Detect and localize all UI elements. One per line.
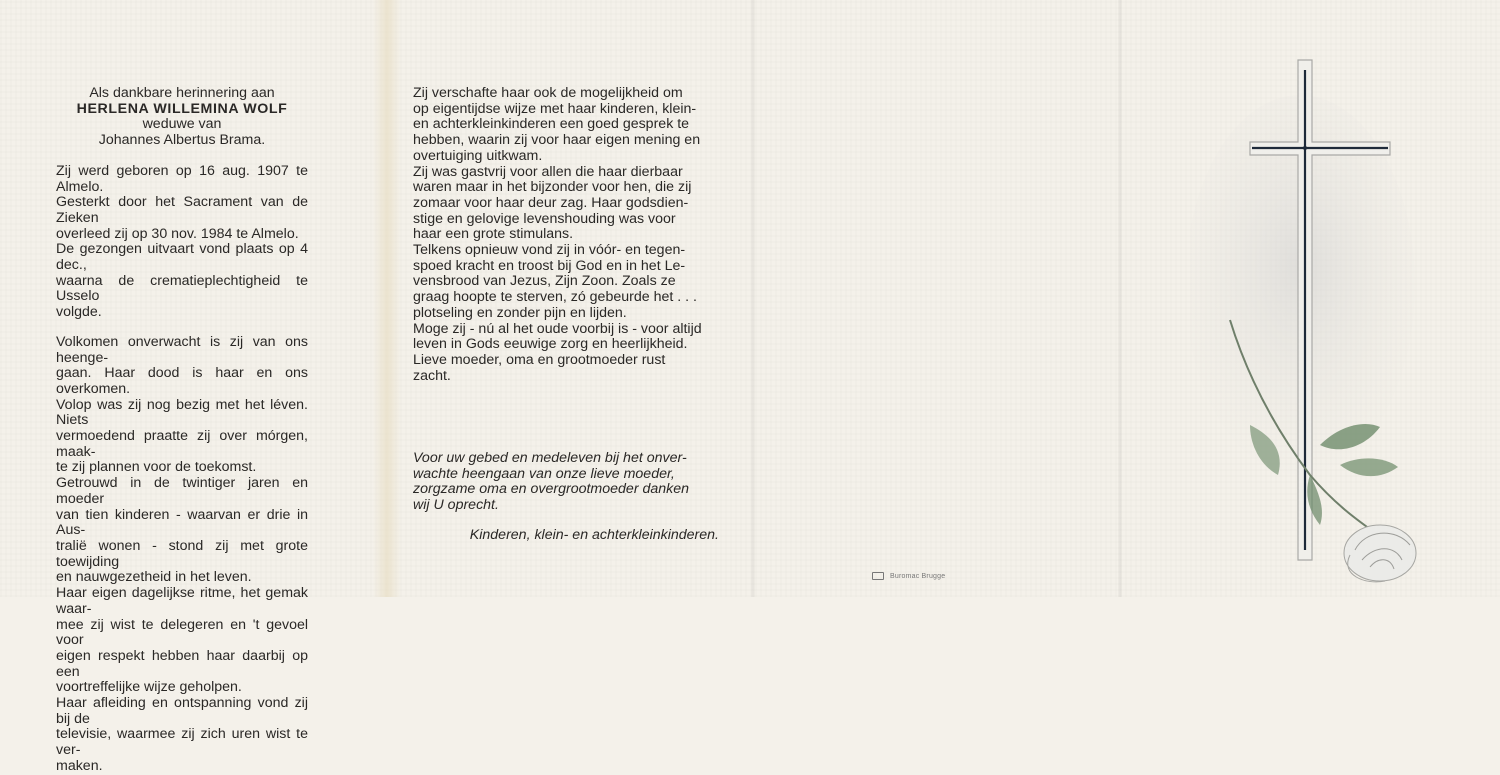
text-line: zorgzame oma en overgrootmoeder danken (413, 481, 690, 498)
text-line: plotseling en zonder pijn en lijden. (413, 304, 627, 321)
text-line: van tien kinderen - waarvan er drie in Aus- (56, 506, 308, 539)
fold-line-right (1118, 0, 1122, 597)
printer-name: Buromac Brugge (890, 572, 946, 580)
text-line: Haar afleiding en ontspanning vond zij bij de (56, 695, 308, 727)
text-line: vensbrood van Jezus, Zijn Zoon. Zoals ze (413, 273, 676, 290)
text-line: Getrouwd in de twintiger jaren en moeder (56, 475, 308, 507)
heading-widow-of: weduwe van (142, 116, 222, 133)
text-line: en achterkleinkinderen een goed gesprek te (413, 116, 690, 133)
paragraph-character (413, 86, 719, 384)
family-signature: Kinderen, klein- en achterkleinkinderen. (469, 526, 719, 543)
deceased-name: HERLENA WILLEMINA WOLF (76, 100, 288, 117)
text-line: en nauwgezetheid in het leven. (56, 569, 252, 586)
heading-husband: Johannes Albertus Brama. (98, 132, 266, 149)
text-line: op eigentijdse wijze met haar kinderen, klein- (413, 100, 697, 117)
heading (56, 86, 308, 149)
heading-intro: Als dankbare herinnering aan (89, 85, 275, 101)
text-line: Haar eigen dagelijkse ritme, het gemak waar- (56, 585, 308, 617)
text-line: leven in Gods eeuwige zorg en heerlijkheid. (413, 336, 688, 353)
printer-logo-icon (872, 572, 884, 580)
text-line: Zij verschafte haar ook de mogelijkheid om (413, 85, 683, 101)
text-line: voortreffelijke wijze geholpen. (56, 679, 242, 696)
leaf-icon (1340, 458, 1398, 476)
text-line: Zij was gastvrij voor allen die haar dierbaar (413, 163, 683, 180)
text-line: Gesterkt door het Sacrament van de Zieken (56, 194, 308, 226)
text-line: hebben, waarin zij voor haar eigen mening en (413, 132, 701, 149)
text-line: graag hoopte te sterven, zó gebeurde het . . . (413, 289, 697, 306)
text-line: Telkens opnieuw vond zij in vóór- en tegen- (413, 242, 686, 259)
text-line: tralië wonen - stond zij met grote toewijding (56, 537, 308, 570)
text-line: vermoedend praatte zij over mórgen, maak- (56, 428, 308, 460)
fold-line-middle (751, 0, 755, 597)
fold-line-left (373, 0, 401, 597)
text-line: gaan. Haar dood is haar en ons overkomen. (56, 365, 308, 397)
cross-rose-illustration (1190, 55, 1430, 590)
text-line: Zij werd geboren op 16 aug. 1907 te Almelo. (56, 162, 308, 195)
text-line: televisie, waarmee zij zich uren wist te ver- (56, 726, 308, 759)
left-panel (56, 86, 308, 775)
text-line: spoed kracht en troost bij God en in het Le- (413, 257, 686, 274)
text-line: wachte heengaan van onze lieve moeder, (413, 465, 675, 482)
middle-panel (413, 86, 719, 384)
text-line: volgde. (56, 304, 102, 321)
text-line: Lieve moeder, oma en grootmoeder rust (413, 351, 666, 368)
text-line: zacht. (413, 367, 451, 384)
rose-icon (1344, 525, 1416, 582)
text-line: De gezongen uitvaart vond plaats op 4 dec., (56, 241, 308, 274)
thanks-paragraph (413, 451, 719, 544)
text-line: mee zij wist te delegeren en 't gevoel voor (56, 616, 308, 649)
text-line: Volop was zij nog bezig met het léven. Niets (56, 396, 308, 429)
text-line: te zij plannen voor de toekomst. (56, 459, 257, 476)
text-line: wij U oprecht. (413, 497, 499, 514)
text-line: eigen respekt hebben haar daarbij op een (56, 647, 308, 680)
text-line: maken. (56, 757, 103, 774)
text-line: stige en gelovige levenshouding was voor (413, 210, 676, 227)
text-line: waarna de crematieplechtigheid te Usselo (56, 272, 308, 305)
text-line: Volkomen onverwacht is zij van ons heenge- (56, 333, 308, 366)
text-line: haar een grote stimulans. (413, 226, 574, 243)
text-line: waren maar in het bijzonder voor hen, die zij (413, 179, 692, 196)
paragraph-biography (56, 164, 308, 321)
text-line: zomaar voor haar deur zag. Haar godsdien- (413, 194, 689, 211)
paragraph-life (56, 335, 308, 775)
text-line: overtuiging uitkwam. (413, 147, 543, 164)
text-line: Moge zij - nú al het oude voorbij is - voor altijd (413, 320, 702, 337)
text-line: Voor uw gebed en medeleven bij het onver- (413, 450, 687, 466)
printer-mark (872, 572, 945, 580)
text-line: overleed zij op 30 nov. 1984 te Almelo. (56, 225, 299, 242)
